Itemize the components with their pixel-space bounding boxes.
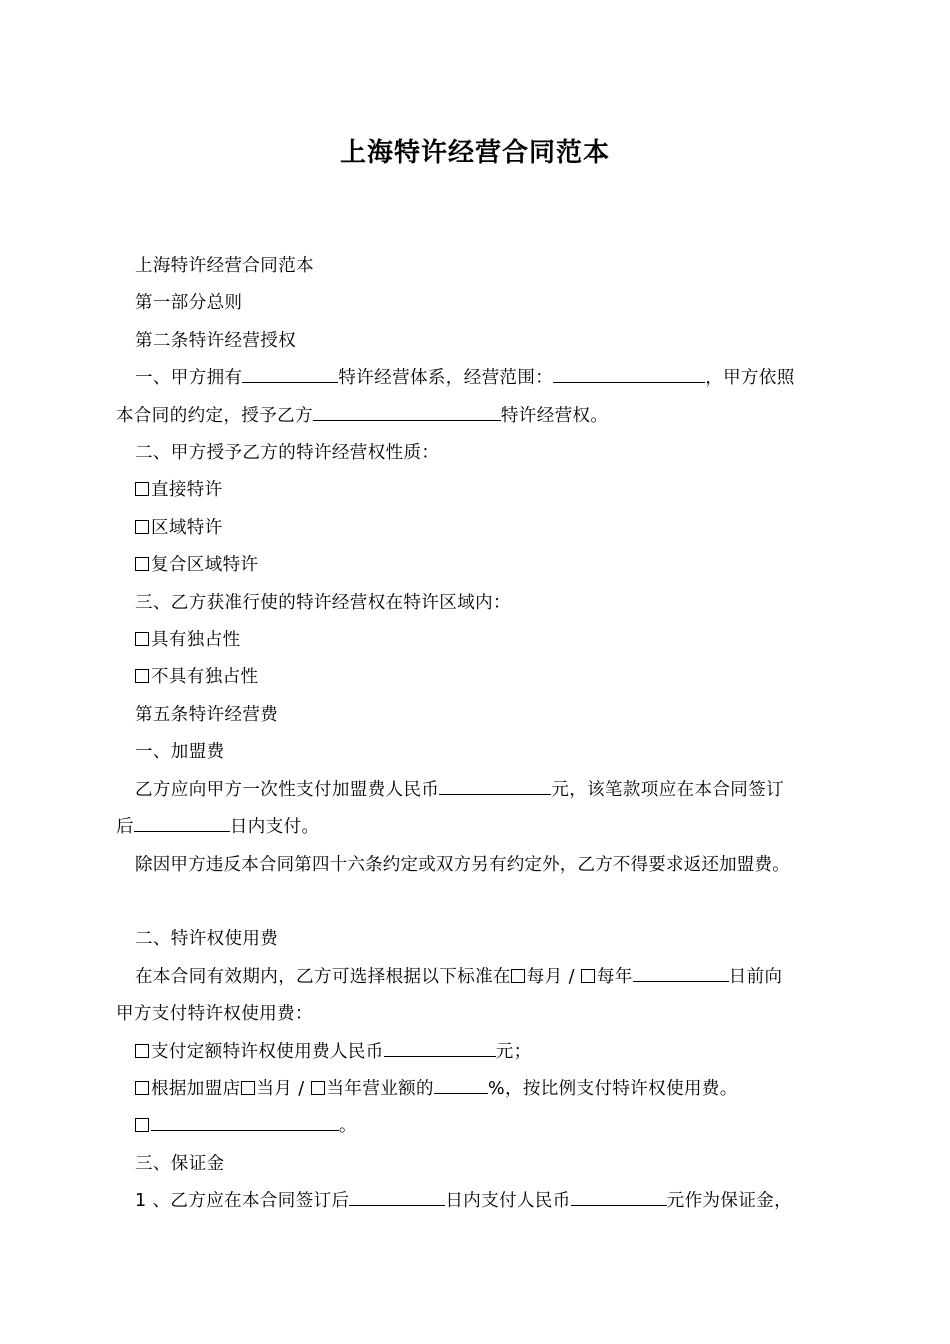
- text: ，甲方依照: [705, 368, 795, 389]
- checkbox-option: [116, 622, 838, 659]
- checkbox-icon: [241, 1081, 255, 1095]
- checkbox-icon: [511, 969, 525, 983]
- blank-line: [553, 365, 705, 383]
- blank-line: [571, 1188, 667, 1206]
- checkbox-icon: [581, 969, 595, 983]
- option-label: 不具有独占性: [151, 667, 259, 688]
- text: 特许经营体系，经营范围：: [338, 368, 554, 389]
- paragraph: 甲方支付特许权使用费：: [116, 1004, 313, 1025]
- blank-line: [151, 1113, 339, 1131]
- document-title: 上海特许经营合同范本: [339, 138, 610, 168]
- checkbox-option: [116, 547, 838, 584]
- checkbox-option: [116, 1034, 838, 1071]
- paragraph: 三、乙方获准行使的特许经营权在特许区域内：: [135, 592, 511, 613]
- text: 本合同的约定，授予乙方: [116, 405, 313, 426]
- document-body: [116, 248, 838, 1221]
- article-heading: 第二条特许经营授权: [135, 330, 297, 351]
- paragraph: [116, 398, 838, 435]
- checkbox-option: [116, 1108, 838, 1145]
- text: 元作为保证金，: [666, 1191, 793, 1212]
- text: 当年营业额的: [326, 1078, 434, 1099]
- checkbox-option: [116, 1071, 838, 1108]
- text: 一、甲方拥有: [135, 368, 243, 389]
- option-label: 区域特许: [151, 517, 223, 538]
- text: 日内支付人民币: [445, 1191, 571, 1212]
- blank-line: [384, 1039, 496, 1057]
- text: 元，该笔款项应在本合同签订: [551, 779, 785, 800]
- spacer: [116, 884, 838, 921]
- blank-line: [633, 964, 729, 982]
- section-heading: 三、保证金: [135, 1153, 225, 1174]
- checkbox-icon: [135, 1044, 149, 1058]
- option-label: 具有独占性: [151, 630, 241, 651]
- checkbox-icon: [135, 482, 149, 496]
- paragraph: 上海特许经营合同范本: [135, 256, 314, 276]
- checkbox-icon: [135, 1118, 149, 1132]
- section-heading: 二、特许权使用费: [135, 929, 279, 950]
- text: 日内支付。: [229, 817, 320, 838]
- option-label: 直接特许: [151, 480, 223, 501]
- checkbox-icon: [135, 1081, 149, 1095]
- blank-line: [313, 403, 501, 421]
- part-heading: 第一部分总则: [135, 293, 243, 314]
- checkbox-icon: [311, 1081, 325, 1095]
- option-label: 复合区域特许: [151, 555, 259, 576]
- text: 特许经营权。: [500, 405, 609, 426]
- text: 日前向: [728, 966, 783, 987]
- checkbox-icon: [135, 669, 149, 683]
- paragraph: [116, 1183, 838, 1220]
- text: 乙方应向甲方一次性支付加盟费人民币: [135, 779, 440, 800]
- paragraph: 二、甲方授予乙方的特许经营权性质：: [135, 443, 440, 464]
- checkbox-option: [116, 659, 838, 696]
- text: 后: [116, 817, 134, 838]
- text: 当月 /: [256, 1078, 311, 1099]
- text: 1 、乙方应在本合同签订后: [135, 1191, 350, 1212]
- blank-line: [434, 1076, 488, 1094]
- paragraph: [116, 809, 838, 846]
- text: 支付定额特许权使用费人民币: [151, 1041, 384, 1062]
- article-heading: 第五条特许经营费: [135, 704, 279, 725]
- text: 每年: [596, 966, 633, 987]
- checkbox-icon: [135, 557, 149, 571]
- checkbox-option: [116, 510, 838, 547]
- blank-line: [349, 1188, 445, 1206]
- paragraph: [116, 360, 838, 397]
- blank-line: [242, 365, 338, 383]
- text: 。: [339, 1116, 357, 1137]
- text: 根据加盟店: [151, 1078, 241, 1099]
- text: 每月 /: [526, 966, 581, 987]
- section-heading: 一、加盟费: [135, 742, 225, 763]
- paragraph: [116, 959, 838, 996]
- checkbox-option: [116, 472, 838, 509]
- text: %，按比例支付特许权使用费。: [487, 1078, 738, 1099]
- blank-line: [134, 814, 230, 832]
- checkbox-icon: [135, 632, 149, 646]
- text: 在本合同有效期内，乙方可选择根据以下标准在: [135, 966, 511, 987]
- checkbox-icon: [135, 520, 149, 534]
- paragraph: [116, 772, 838, 809]
- blank-line: [439, 777, 551, 795]
- paragraph: 除因甲方违反本合同第四十六条约定或双方另有约定外，乙方不得要求返还加盟费。: [135, 854, 790, 875]
- text: 元；: [495, 1041, 532, 1062]
